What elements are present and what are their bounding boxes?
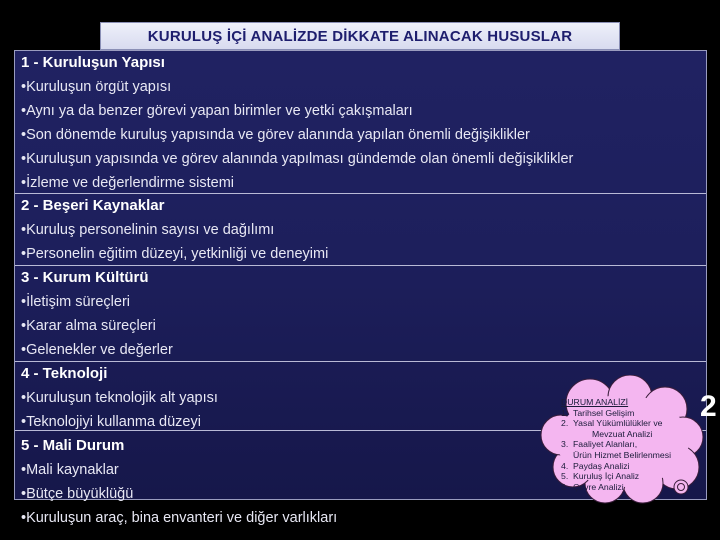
cloud-item: Tarihsel Gelişim [573,407,635,418]
list-item: •Kuruluş personelinin sayısı ve dağılımı [21,222,275,238]
cloud-item-num: 6. [561,481,569,492]
cloud-item-num: 2. [561,418,569,429]
list-item: •Gelenekler ve değerler [21,342,173,358]
list-item: •Kuruluşun araç, bina envanteri ve diğer varlıkları [21,510,338,526]
list-item: •İletişim süreçleri [21,294,131,310]
list-item: •İzleme ve değerlendirme sistemi [21,175,234,191]
section-heading: 5 - Mali Durum [21,437,125,454]
cloud-item: Paydaş Analizi [573,460,630,471]
list-item: •Personelin eğitim düzeyi, yetkinliği ve deneyimi [21,246,329,262]
cloud-title: DURUM ANALİZİ [561,397,629,407]
cloud-item: Kuruluş İçi Analiz [573,471,640,482]
list-item: •Kuruluşun örgüt yapısı [21,79,172,95]
cloud-item: Çevre Analizi [573,481,624,492]
cloud-item: Faaliyet Alanları, [573,439,638,450]
section-heading: 3 - Kurum Kültürü [21,269,149,286]
cloud-item-num: 5. [561,471,569,482]
list-item: •Teknolojiyi kullanma düzeyi [21,414,201,430]
section-heading: 4 - Teknoloji [21,365,108,382]
section-heading: 2 - Beşeri Kaynaklar [21,197,165,214]
cloud-item-num: 3. [561,439,569,450]
list-item: •Son dönemde kuruluş yapısında ve görev alanında yapılan önemli değişiklikler [21,127,530,143]
cloud-item-num: 4. [561,460,569,471]
durum-analizi-cloud [535,375,710,505]
list-item: •Aynı ya da benzer görevi yapan birimler ve yetki çakışmaları [21,103,413,119]
list-item: •Bütçe büyüklüğü [21,486,134,502]
cloud-item-num: 1. [561,407,569,418]
slide-title: KURULUŞ İÇİ ANALİZDE DİKKATE ALINACAK HUSUSLAR [100,22,620,50]
cloud-item: Yasal Yükümlülükler ve [573,418,663,429]
list-item: •Mali kaynaklar [21,462,119,478]
section-kurulus-yapisi [15,51,706,194]
list-item: •Karar alma süreçleri [21,318,156,334]
list-item: •Kuruluşun teknolojik alt yapısı [21,390,218,406]
list-item: •Kuruluşun yapısında ve görev alanında yapılması gündemde olan önemli değişiklikler [21,151,574,167]
section-kurum-kulturu [15,266,706,362]
cloud-item: Mevzuat Analizi [592,428,653,439]
cloud-item: Ürün Hizmet Belirlenmesi [573,449,672,460]
section-heading: 1 - Kuruluşun Yapısı [21,54,165,71]
section-beseri-kaynaklar [15,194,706,266]
cloud-text [561,397,711,492]
slide-number-fragment: 2 [700,390,717,423]
